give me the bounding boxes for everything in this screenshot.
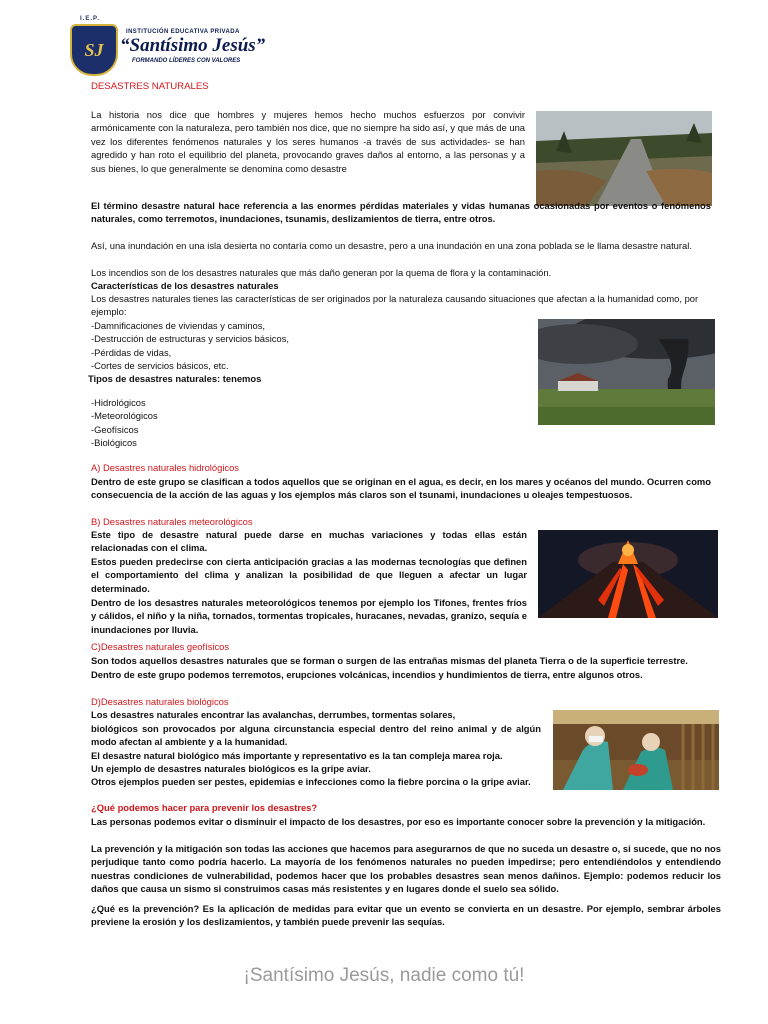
types-heading: Tipos de desastres naturales: tenemos	[88, 373, 262, 384]
prevention-text-2: La prevención y la mitigación son todas las acciones que hacemos para asegurarnos de que no suceda un desastre o, si sucede, que no nos perjudique tanto como podría hacerlo. La mayoría de los fenómenos naturales no pueden impedirse; pero entendiéndolos y entendiendo nuestras condiciones de vulnerabilidad, podemos hacer que los probables desastres sean menos dañinos. Ejemplo: podemos reducir los daños que causa un sismo si construimos casas más resistentes y en lugares donde el suelo sea sólido.	[91, 843, 721, 895]
page-title: DESASTRES NATURALES	[91, 81, 209, 92]
institution-motto: FORMANDO LÍDERES CON VALORES	[132, 58, 241, 64]
institution-name: “Santísimo Jesús”	[120, 35, 266, 56]
list-item: -Geofísicos	[91, 423, 139, 435]
section-b-text-1: Este tipo de desastre natural puede darse en muchas variaciones y todas ellas están relacionadas con el clima.	[91, 529, 527, 554]
section-d-text-1: Los desastres naturales encontrar las avalanchas, derrumbes, tormentas solares,	[91, 709, 456, 720]
section-d-heading: D)Desastres naturales biológicos	[91, 696, 229, 707]
prevention-text-3: ¿Qué es la prevención? Es la aplicación de medidas para evitar que un evento se convierta en un desastre. Por ejemplo, sembrar árboles previene la erosión y los deslizamientos, y también puede prevenir las sequías.	[91, 903, 721, 928]
characteristics-text: Los desastres naturales tienes las características de ser originados por la naturaleza causando situaciones que afectan a la humanidad como, por ejemplo:	[91, 293, 699, 318]
characteristics-heading: Características de los desastres naturales	[91, 280, 279, 291]
section-c-heading: C)Desastres naturales geofísicos	[91, 641, 230, 652]
section-c-text-1: Son todos aquellos desastres naturales que se forman o surgen de las entrañas mismas del planeta Tierra o de la superficie terrestre.	[91, 655, 688, 666]
list-item: -Damnificaciones de viviendas y caminos,	[91, 320, 266, 331]
list-item: -Biológicos	[91, 437, 137, 449]
section-b-heading: B) Desastres naturales meteorológicos	[91, 516, 253, 527]
prevention-heading: ¿Qué podemos hacer para prevenir los desastres?	[91, 802, 318, 813]
photo-volcano	[538, 530, 718, 618]
list-item: -Meteorológicos	[91, 410, 158, 422]
logo-letters: SJ	[84, 39, 104, 60]
list-item: -Hidrológicos	[91, 397, 146, 408]
intro-paragraph: La historia nos dice que hombres y mujeres hemos hecho muchos esfuerzos por convivir armónicamente con la naturaleza, pero también nos dice, que no siempre ha sido así, y que más de una vez los diferentes fenómenos naturales y los seres humanos -a través de sus actividades- se han agredido y han roto el equilibrio del planeta, provocando graves daños al entorno, a las personas y a sus bienes, lo que generalmente se denomina como desastre	[91, 109, 525, 174]
section-b-text-3: Dentro de los desastres naturales meteorológicos tenemos por ejemplo los Tifones, frentes fríos y cálidos, el niño y la niña, tornados, tormentas tropicales, huracanes, nevadas, granizo, sequía e inundaciones por lluvia.	[91, 597, 527, 635]
types-list	[91, 396, 391, 450]
definition-paragraph: El término desastre natural hace referencia a las enormes pérdidas materiales y vidas humanas ocasionadas por eventos o fenómenos naturales, como terremotos, inundaciones, tsunamis, deslizamientos de tierra, entre otros.	[91, 200, 711, 225]
logo-top-text: I.E.P.	[80, 16, 100, 22]
list-item: -Destrucción de estructuras y servicios básicos,	[91, 333, 289, 345]
section-a-heading: A) Desastres naturales hidrológicos	[91, 462, 239, 473]
section-d-text-2: biológicos son provocados por alguna circunstancia especial dentro del reino animal y de algún modo afectan al ambiente y a la humanidad.	[91, 723, 541, 748]
section-b-text-2: Estos pueden predecirse con cierta anticipación gracias a las modernas tecnologías que definen el comportamiento del clima y analizan la posibilidad de que lleguen a afectar un lugar determinado.	[91, 556, 527, 594]
flood-example: Así, una inundación en una isla desierta no contaría como un desastre, pero a una inundación en una zona poblada se le llama desastre natural.	[91, 240, 692, 251]
photo-tornado	[538, 319, 715, 425]
footer-motto: ¡Santísimo Jesús, nadie como tú!	[243, 965, 525, 986]
prevention-text-1: Las personas podemos evitar o disminuir el impacto de los desastres, por eso es importante conocer sobre la prevención y la mitigación.	[91, 816, 706, 827]
section-d-text-5: Otros ejemplos pueden ser pestes, epidemias e infecciones como la fiebre porcina o la gripe aviar.	[91, 776, 531, 787]
section-d-text-3: El desastre natural biológico más importante y representativo es la tan compleja marea roja.	[91, 750, 503, 761]
section-a-text: Dentro de este grupo se clasifican a todos aquellos que se originan en el agua, es decir, en los mares y océanos del mundo. Ocurren como consecuencia de la acción de las aguas y los ejemplos más claros son el tsunami, inundaciones u oleajes tempestuosos.	[91, 476, 711, 501]
characteristics-list	[91, 319, 511, 373]
fires-text: Los incendios son de los desastres naturales que más daño generan por la quema de flora y la contaminación.	[91, 267, 552, 278]
photo-road-damage	[536, 111, 712, 206]
list-item: -Pérdidas de vidas,	[91, 346, 172, 358]
section-c-text-2: Dentro de este grupo podemos terremotos, erupciones volcánicas, incendios y hundimientos de tierra, entre algunos otros.	[91, 669, 643, 680]
institution-type: INSTITUCIÓN EDUCATIVA PRIVADA	[126, 29, 240, 35]
section-d-text-4: Un ejemplo de desastres naturales biológicos es la gripe aviar.	[91, 763, 371, 774]
photo-avian-flu	[553, 710, 719, 790]
list-item: -Cortes de servicios básicos, etc.	[91, 360, 229, 372]
